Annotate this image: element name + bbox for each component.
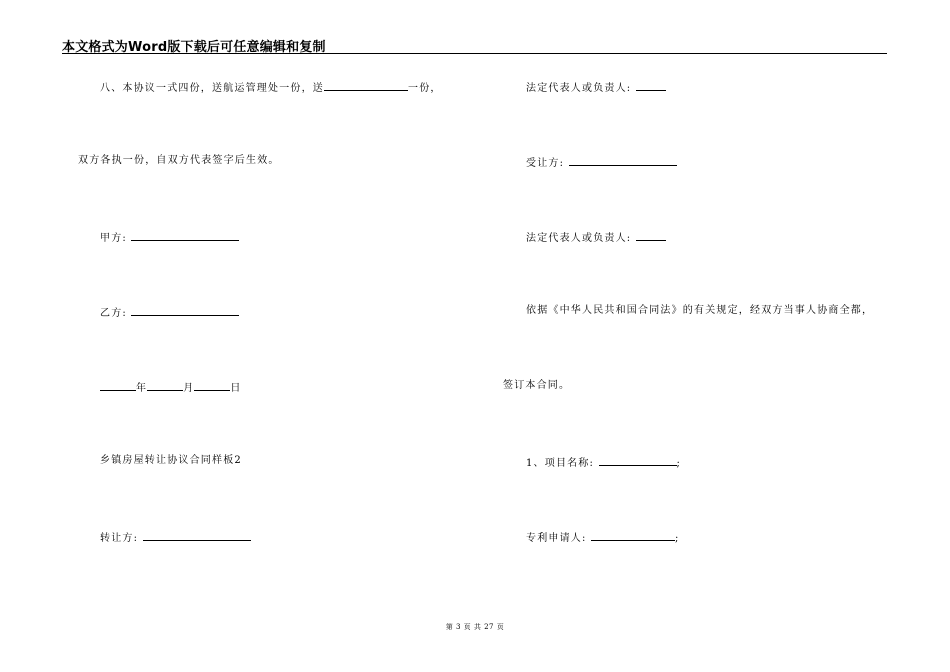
- transferor-line: [100, 530, 251, 545]
- legal-rep-2-label: 法定代表人或负责人:: [526, 233, 632, 244]
- day-blank: [194, 380, 230, 391]
- party-b-line: [100, 305, 239, 320]
- document-header-title: 本文格式为Word版下载后可任意编辑和复制: [62, 40, 326, 55]
- party-a-label: 甲方:: [100, 233, 127, 244]
- party-a-line: [100, 230, 239, 245]
- legal-basis-line-1: 依据《中华人民共和国合同法》的有关规定，经双方当事人协商全都，: [526, 305, 874, 316]
- legal-basis-line-2: 签订本合同。: [503, 380, 571, 391]
- party-b-label: 乙方:: [100, 308, 127, 319]
- transferee-line: [526, 155, 677, 170]
- transferor-label: 转让方:: [100, 533, 139, 544]
- legal-rep-1-blank: [636, 80, 666, 91]
- project-name-line: [526, 455, 681, 470]
- clause-eight-text-b: 一份，: [408, 83, 442, 94]
- patent-applicant-line: [526, 530, 680, 545]
- legal-rep-line-1: [526, 80, 666, 95]
- party-b-blank: [131, 305, 239, 316]
- day-label: 日: [230, 383, 242, 394]
- party-a-blank: [131, 230, 239, 241]
- project-name-end: ;: [676, 458, 682, 469]
- transferee-blank: [569, 155, 677, 166]
- template-title: 乡镇房屋转让协议合同样板2: [100, 455, 242, 466]
- patent-applicant-end: ;: [674, 533, 680, 544]
- transferee-label: 受让方:: [526, 158, 565, 169]
- transferor-blank: [143, 530, 251, 541]
- clause-eight-line-1: [100, 80, 442, 95]
- year-label: 年: [136, 383, 148, 394]
- legal-rep-2-blank: [636, 230, 666, 241]
- month-blank: [147, 380, 183, 391]
- patent-applicant-blank: [591, 530, 675, 541]
- clause-eight-line-2: 双方各执一份，自双方代表签字后生效。: [78, 155, 280, 166]
- clause-eight-text-a: 八、本协议一式四份，送航运管理处一份，送: [100, 83, 324, 94]
- recipient-blank: [324, 80, 408, 91]
- date-line: [100, 380, 242, 395]
- patent-applicant-label: 专利申请人:: [526, 533, 587, 544]
- project-name-blank: [599, 455, 677, 466]
- legal-rep-line-2: [526, 230, 666, 245]
- project-name-label: 1、项目名称:: [526, 458, 595, 469]
- month-label: 月: [183, 383, 195, 394]
- header-divider: [62, 53, 887, 54]
- page-number-footer: 第 3 页 共 27 页: [445, 623, 505, 631]
- legal-rep-1-label: 法定代表人或负责人:: [526, 83, 632, 94]
- year-blank: [100, 380, 136, 391]
